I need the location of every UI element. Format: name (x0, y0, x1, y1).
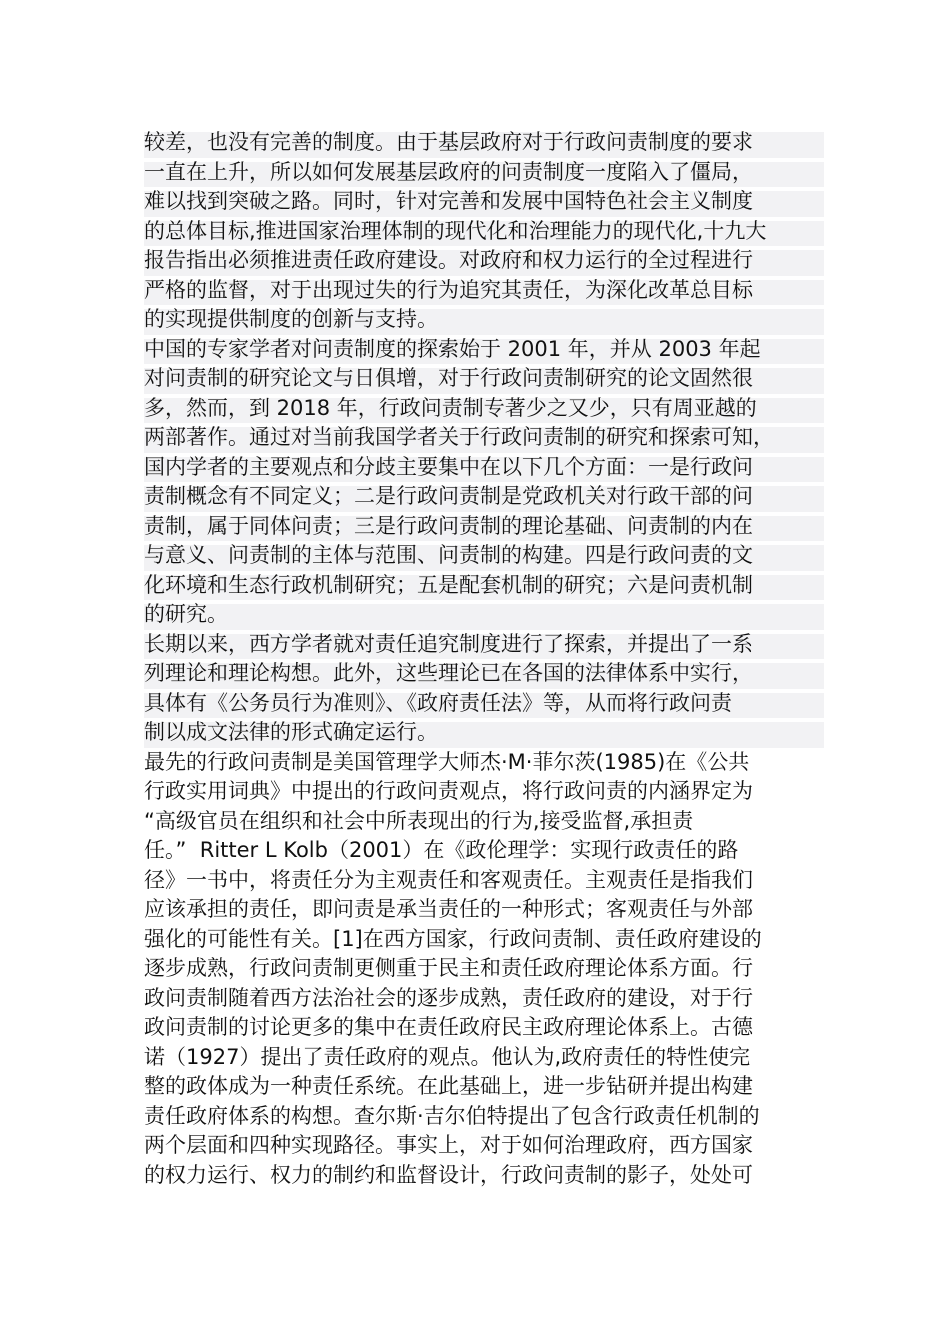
text-line: 责制，属于同体问责；三是行政问责制的理论基础、问责制的内在 (144, 512, 824, 542)
text-line: 中国的专家学者对问责制度的探索始于 2001 年，并从 2003 年起 (144, 335, 824, 365)
text-line: 逐步成熟，行政问责制更侧重于民主和责任政府理论体系方面。行 (144, 956, 753, 980)
text-line: 国内学者的主要观点和分歧主要集中在以下几个方面：一是行政问 (144, 453, 824, 483)
text-line: 多，然而，到 2018 年，行政问责制专著少之又少，只有周亚越的 (144, 394, 824, 424)
text-line: 的总体目标,推进国家治理体制的现代化和治理能力的现代化,十九大 (144, 217, 824, 247)
text-line: 严格的监督，对于出现过失的行为追究其责任，为深化改革总目标 (144, 276, 824, 306)
text-line: 政问责制随着西方法治社会的逐步成熟，责任政府的建设，对于行 (144, 985, 753, 1010)
text-line: 制以成文法律的形式确定运行。 (144, 718, 824, 748)
text-line: 列理论和理论构想。此外，这些理论已在各国的法律体系中实行， (144, 659, 824, 689)
text-line: 报告指出必须推进责任政府建设。对政府和权力运行的全过程进行 (144, 246, 824, 276)
text-line: 径》一书中，将责任分为主观责任和客观责任。主观责任是指我们 (144, 867, 753, 892)
text-line: 较差，也没有完善的制度。由于基层政府对于行政问责制度的要求 (144, 128, 824, 158)
text-line: 政问责制的讨论更多的集中在责任政府民主政府理论体系上。古德 (144, 1015, 753, 1039)
text-line: 诺（1927）提出了责任政府的观点。他认为,政府责任的特性使完 (144, 1044, 751, 1069)
text-line: 的实现提供制度的创新与支持。 (144, 305, 824, 335)
text-line: 的研究。 (144, 600, 824, 630)
text-line: “高级官员在组织和社会中所表现出的行为,接受监督,承担责 (144, 808, 694, 833)
text-line: 责制概念有不同定义；二是行政问责制是党政机关对行政干部的问 (144, 482, 824, 512)
text-line: 难以找到突破之路。同时，针对完善和发展中国特色社会主义制度 (144, 187, 824, 217)
text-line: 最先的行政问责制是美国管理学大师杰·M·菲尔茨(1985)在《公共 (144, 749, 750, 774)
text-line: 两个层面和四种实现路径。事实上，对于如何治理政府，西方国家 (144, 1133, 753, 1157)
text-line: 对问责制的研究论文与日俱增，对于行政问责制研究的论文固然很 (144, 364, 824, 394)
text-line: 两部著作。通过对当前我国学者关于行政问责制的研究和探索可知， (144, 423, 824, 453)
text-line: 长期以来，西方学者就对责任追究制度进行了探索，并提出了一系 (144, 630, 824, 660)
text-line: 与意义、问责制的主体与范围、问责制的构建。四是行政问责的文 (144, 541, 824, 571)
body-text (144, 128, 824, 1190)
text-line: 一直在上升，所以如何发展基层政府的问责制度一度陷入了僵局， (144, 158, 824, 188)
text-line: 强化的可能性有关。[1]在西方国家，行政问责制、责任政府建设的 (144, 926, 762, 951)
text-line: 行政实用词典》中提出的行政问责观点，将行政问责的内涵界定为 (144, 779, 753, 803)
text-line: 具体有《公务员行为准则》、《政府责任法》等，从而将行政问责 (144, 689, 824, 719)
text-line: 责任政府体系的构想。查尔斯·吉尔伯特提出了包含行政责任机制的 (144, 1103, 760, 1128)
text-line: 化环境和生态行政机制研究；五是配套机制的研究；六是问责机制 (144, 571, 824, 601)
text-line: 应该承担的责任，即问责是承当责任的一种形式；客观责任与外部 (144, 897, 753, 921)
text-line: 的权力运行、权力的制约和监督设计，行政问责制的影子，处处可 (144, 1162, 753, 1187)
text-line: 整的政体成为一种责任系统。在此基础上，进一步钻研并提出构建 (144, 1074, 753, 1098)
text-line: 任。” Ritter L Kolb（2001）在《政伦理学：实现行政责任的路 (144, 838, 739, 862)
